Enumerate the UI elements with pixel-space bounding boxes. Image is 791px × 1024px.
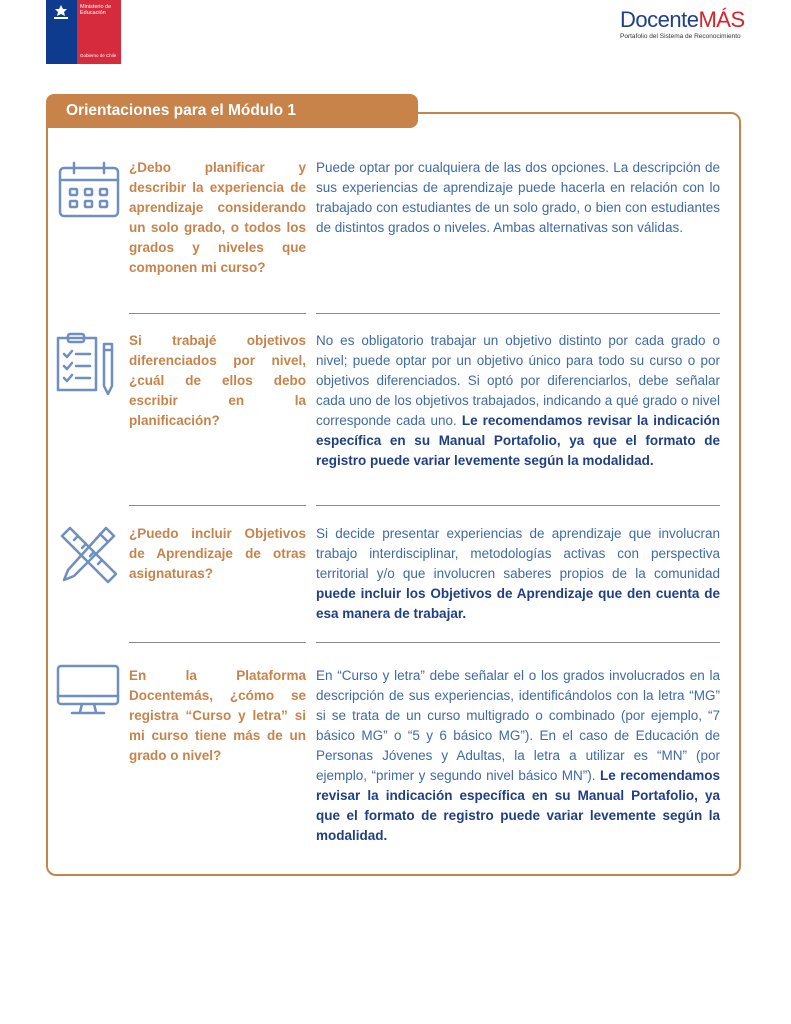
clipboard-checklist-icon (54, 332, 120, 398)
answer-1-text: Puede optar por cualquiera de las dos opciones. La descripción de sus experiencias de aprendizaje puede hacerla en relación con lo trabajado con estudiantes de un solo grado, o bien con estudiantes de distintos grados o niveles. Ambas alternativas son válidas. (316, 160, 720, 235)
section-title: Orientaciones para el Módulo 1 (66, 102, 296, 119)
ministry-line2: Educación (80, 10, 106, 16)
docentemas-logo (620, 6, 750, 41)
divider-right-2 (316, 505, 720, 506)
divider-right-1 (316, 313, 720, 314)
answer-2 (316, 331, 720, 471)
calendar-icon (56, 160, 122, 220)
pencil-ruler-icon (56, 522, 122, 584)
ministry-line1: Ministerio de (80, 4, 112, 10)
question-2: Si trabajé objetivos diferenciados por nivel, ¿cuál de ellos debo escribir en la planificación? (129, 333, 306, 428)
divider-left-1 (129, 313, 306, 314)
answer-4-text: En “Curso y letra” debe señalar el o los grados involucrados en la descripción de sus experiencias, identificándolos con la letra “MG” si se trata de un curso multigrado o combinado (por ejemplo, “7 básico MG” o “5 y 6 básico MG”). En el caso de Educación de Personas Jóvenes y Adultas, la letra a utilizar es “MN” (por ejemplo, “primer y segundo nivel básico MN”). (316, 668, 720, 783)
divider-left-3 (129, 642, 306, 643)
question-4: En la Plataforma Docentemás, ¿cómo se registra “Curso y letra” si mi curso tiene más de un grado o nivel? (129, 668, 306, 763)
answer-1 (316, 158, 720, 238)
brand-docente: Docente (620, 7, 699, 32)
section-tab (46, 94, 418, 128)
monitor-icon (54, 662, 122, 718)
coat-of-arms-icon (50, 3, 72, 23)
divider-left-2 (129, 505, 306, 506)
answer-2-emphasis: Le recomendamos revisar la indicación específica en su Manual Portafolio, ya que el formato de registro puede variar levemente según la modalidad. (316, 413, 720, 468)
ministry-name (80, 4, 120, 16)
divider-right-3 (316, 642, 720, 643)
answer-3 (316, 524, 720, 624)
brand-subtitle: Portafolio del Sistema de Reconocimiento (620, 33, 741, 40)
question-3: ¿Puedo incluir Objetivos de Aprendizaje de otras asignaturas? (129, 526, 306, 581)
answer-4-emphasis: Le recomendamos revisar la indicación específica en su Manual Portafolio, ya que el formato de registro puede variar levemente según la modalidad. (316, 768, 720, 843)
brand-name (620, 6, 750, 34)
answer-2-text: No es obligatorio trabajar un objetivo distinto por cada grado o nivel; puede optar por un objetivo único para todo su curso o por objetivos diferenciados. Si optó por diferenciarlos, debe señalar cada uno de los objetivos trabajados, indicando a qué grado o nivel corresponde cada uno. (316, 333, 720, 428)
answer-4 (316, 666, 720, 846)
logo-blue-band (46, 0, 77, 64)
ministry-logo (46, 0, 121, 64)
answer-3-text: Si decide presentar experiencias de aprendizaje que involucran trabajo interdisciplinar, metodologías activas con perspectiva territorial y/o que involucren saberes propios de la comunidad (316, 526, 720, 581)
answer-3-emphasis: puede incluir los Objetivos de Aprendizaje que den cuenta de esa manera de trabajar. (316, 586, 720, 621)
brand-mas: MÁS (698, 7, 745, 32)
logo-red-band (77, 0, 121, 64)
government-label: Gobierno de Chile (80, 53, 117, 58)
question-1: ¿Debo planificar y describir la experiencia de aprendizaje considerando un solo grado, o todos los grados y niveles que componen mi curso? (129, 160, 306, 275)
